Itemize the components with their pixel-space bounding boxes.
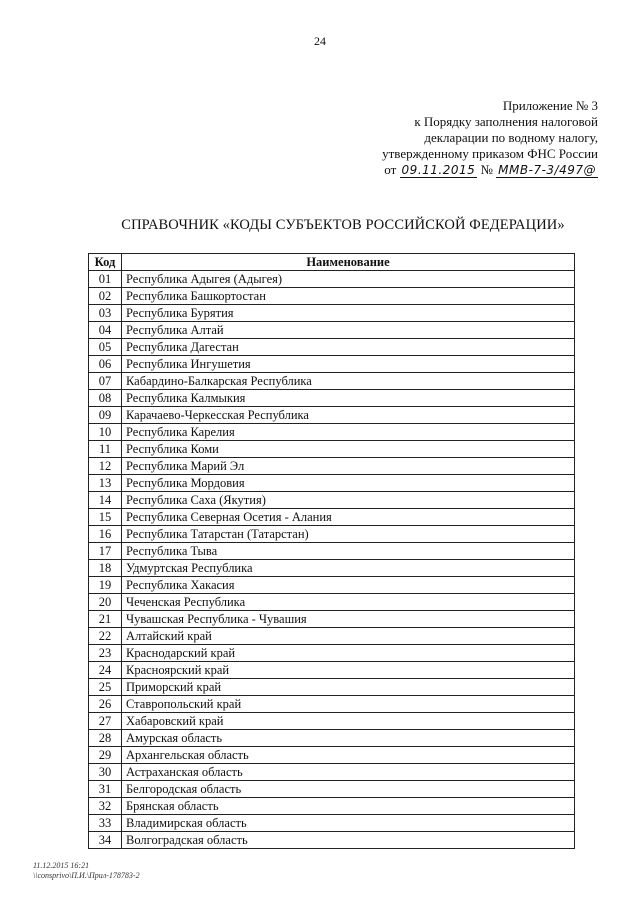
- region-name-cell: Республика Тыва: [122, 543, 575, 560]
- table-row: [89, 407, 575, 424]
- region-name-cell: Чувашская Республика - Чувашия: [122, 611, 575, 628]
- region-name-cell: Хабаровский край: [122, 713, 575, 730]
- region-code-cell: 08: [89, 390, 122, 407]
- table-row: [89, 373, 575, 390]
- region-name-cell: Республика Башкортостан: [122, 288, 575, 305]
- table-row: [89, 424, 575, 441]
- table-row: [89, 781, 575, 798]
- table-row: [89, 560, 575, 577]
- table-row: [89, 509, 575, 526]
- table-row: [89, 322, 575, 339]
- region-code-cell: 04: [89, 322, 122, 339]
- region-code-cell: 28: [89, 730, 122, 747]
- order-number-handwritten: ММВ-7-3/497@: [498, 163, 596, 177]
- region-name-cell: Астраханская область: [122, 764, 575, 781]
- table-row: [89, 577, 575, 594]
- region-name-cell: Приморский край: [122, 679, 575, 696]
- order-date-handwritten: 09.11.2015: [401, 163, 476, 177]
- table-row: [89, 475, 575, 492]
- table-row: [89, 390, 575, 407]
- table-row: [89, 611, 575, 628]
- column-header-name: Наименование: [122, 254, 575, 271]
- table-row: [89, 441, 575, 458]
- region-code-cell: 25: [89, 679, 122, 696]
- table-row: [89, 492, 575, 509]
- table-row: [89, 730, 575, 747]
- table-row: [89, 271, 575, 288]
- region-code-cell: 16: [89, 526, 122, 543]
- appendix-header: [298, 98, 598, 178]
- region-code-cell: 26: [89, 696, 122, 713]
- table-row: [89, 713, 575, 730]
- table-row: [89, 764, 575, 781]
- column-header-code: Код: [89, 254, 122, 271]
- region-code-cell: 13: [89, 475, 122, 492]
- region-name-cell: Кабардино-Балкарская Республика: [122, 373, 575, 390]
- order-number-prefix: №: [480, 162, 493, 177]
- region-name-cell: Волгоградская область: [122, 832, 575, 849]
- region-code-cell: 05: [89, 339, 122, 356]
- region-code-cell: 22: [89, 628, 122, 645]
- region-name-cell: Ставропольский край: [122, 696, 575, 713]
- region-code-cell: 18: [89, 560, 122, 577]
- region-name-cell: Республика Бурятия: [122, 305, 575, 322]
- region-code-cell: 12: [89, 458, 122, 475]
- region-code-cell: 14: [89, 492, 122, 509]
- region-name-cell: Республика Калмыкия: [122, 390, 575, 407]
- region-name-cell: Республика Мордовия: [122, 475, 575, 492]
- region-name-cell: Республика Дагестан: [122, 339, 575, 356]
- region-name-cell: Владимирская область: [122, 815, 575, 832]
- region-code-cell: 33: [89, 815, 122, 832]
- region-name-cell: Краснодарский край: [122, 645, 575, 662]
- table-row: [89, 628, 575, 645]
- region-name-cell: Белгородская область: [122, 781, 575, 798]
- appendix-line-3: декларации по водному налогу,: [424, 130, 598, 145]
- region-code-cell: 20: [89, 594, 122, 611]
- table-row: [89, 798, 575, 815]
- region-name-cell: Архангельская область: [122, 747, 575, 764]
- region-codes-table: [88, 253, 575, 849]
- region-code-cell: 32: [89, 798, 122, 815]
- table-row: [89, 679, 575, 696]
- region-code-cell: 34: [89, 832, 122, 849]
- region-name-cell: Республика Марий Эл: [122, 458, 575, 475]
- region-code-cell: 24: [89, 662, 122, 679]
- region-code-cell: 15: [89, 509, 122, 526]
- region-code-cell: 02: [89, 288, 122, 305]
- table-row: [89, 594, 575, 611]
- region-code-cell: 23: [89, 645, 122, 662]
- region-name-cell: Республика Северная Осетия - Алания: [122, 509, 575, 526]
- table-row: [89, 543, 575, 560]
- region-name-cell: Республика Саха (Якутия): [122, 492, 575, 509]
- region-name-cell: Республика Коми: [122, 441, 575, 458]
- table-row: [89, 747, 575, 764]
- region-name-cell: Республика Карелия: [122, 424, 575, 441]
- table-row: [89, 696, 575, 713]
- region-code-cell: 19: [89, 577, 122, 594]
- table-row: [89, 356, 575, 373]
- table-row: [89, 339, 575, 356]
- region-name-cell: Красноярский край: [122, 662, 575, 679]
- region-name-cell: Республика Адыгея (Адыгея): [122, 271, 575, 288]
- region-code-cell: 29: [89, 747, 122, 764]
- region-code-cell: 07: [89, 373, 122, 390]
- region-name-cell: Республика Ингушетия: [122, 356, 575, 373]
- region-code-cell: 06: [89, 356, 122, 373]
- document-title: СПРАВОЧНИК «КОДЫ СУБЪЕКТОВ РОССИЙСКОЙ ФЕДЕРАЦИИ»: [121, 217, 565, 233]
- region-name-cell: Алтайский край: [122, 628, 575, 645]
- table-body: [89, 271, 575, 849]
- appendix-order-line: [298, 162, 598, 178]
- region-name-cell: Карачаево-Черкесская Республика: [122, 407, 575, 424]
- region-code-cell: 09: [89, 407, 122, 424]
- region-code-cell: 03: [89, 305, 122, 322]
- table-row: [89, 526, 575, 543]
- appendix-line-1: Приложение № 3: [502, 98, 598, 113]
- region-code-cell: 11: [89, 441, 122, 458]
- table-row: [89, 645, 575, 662]
- region-code-cell: 30: [89, 764, 122, 781]
- region-name-cell: Чеченская Республика: [122, 594, 575, 611]
- footer-file-path: \\consprivo\П.И.\Прил-178783-2: [33, 871, 140, 880]
- region-code-cell: 17: [89, 543, 122, 560]
- table-row: [89, 288, 575, 305]
- appendix-line-4: утвержденному приказом ФНС России: [382, 146, 598, 161]
- footer-stamp: [33, 861, 140, 881]
- table-row: [89, 662, 575, 679]
- table-row: [89, 305, 575, 322]
- table-row: [89, 458, 575, 475]
- region-name-cell: Брянская область: [122, 798, 575, 815]
- region-code-cell: 21: [89, 611, 122, 628]
- table-header-row: [89, 254, 575, 271]
- region-code-cell: 31: [89, 781, 122, 798]
- appendix-line-2: к Порядку заполнения налоговой: [414, 114, 598, 129]
- region-code-cell: 27: [89, 713, 122, 730]
- region-name-cell: Республика Хакасия: [122, 577, 575, 594]
- footer-timestamp: 11.12.2015 16:21: [33, 861, 90, 870]
- region-name-cell: Удмуртская Республика: [122, 560, 575, 577]
- region-code-cell: 01: [89, 271, 122, 288]
- region-name-cell: Республика Татарстан (Татарстан): [122, 526, 575, 543]
- region-name-cell: Республика Алтай: [122, 322, 575, 339]
- region-name-cell: Амурская область: [122, 730, 575, 747]
- region-code-cell: 10: [89, 424, 122, 441]
- table-row: [89, 832, 575, 849]
- table-row: [89, 815, 575, 832]
- page-number: 24: [314, 34, 326, 48]
- order-date-prefix: от: [384, 162, 397, 177]
